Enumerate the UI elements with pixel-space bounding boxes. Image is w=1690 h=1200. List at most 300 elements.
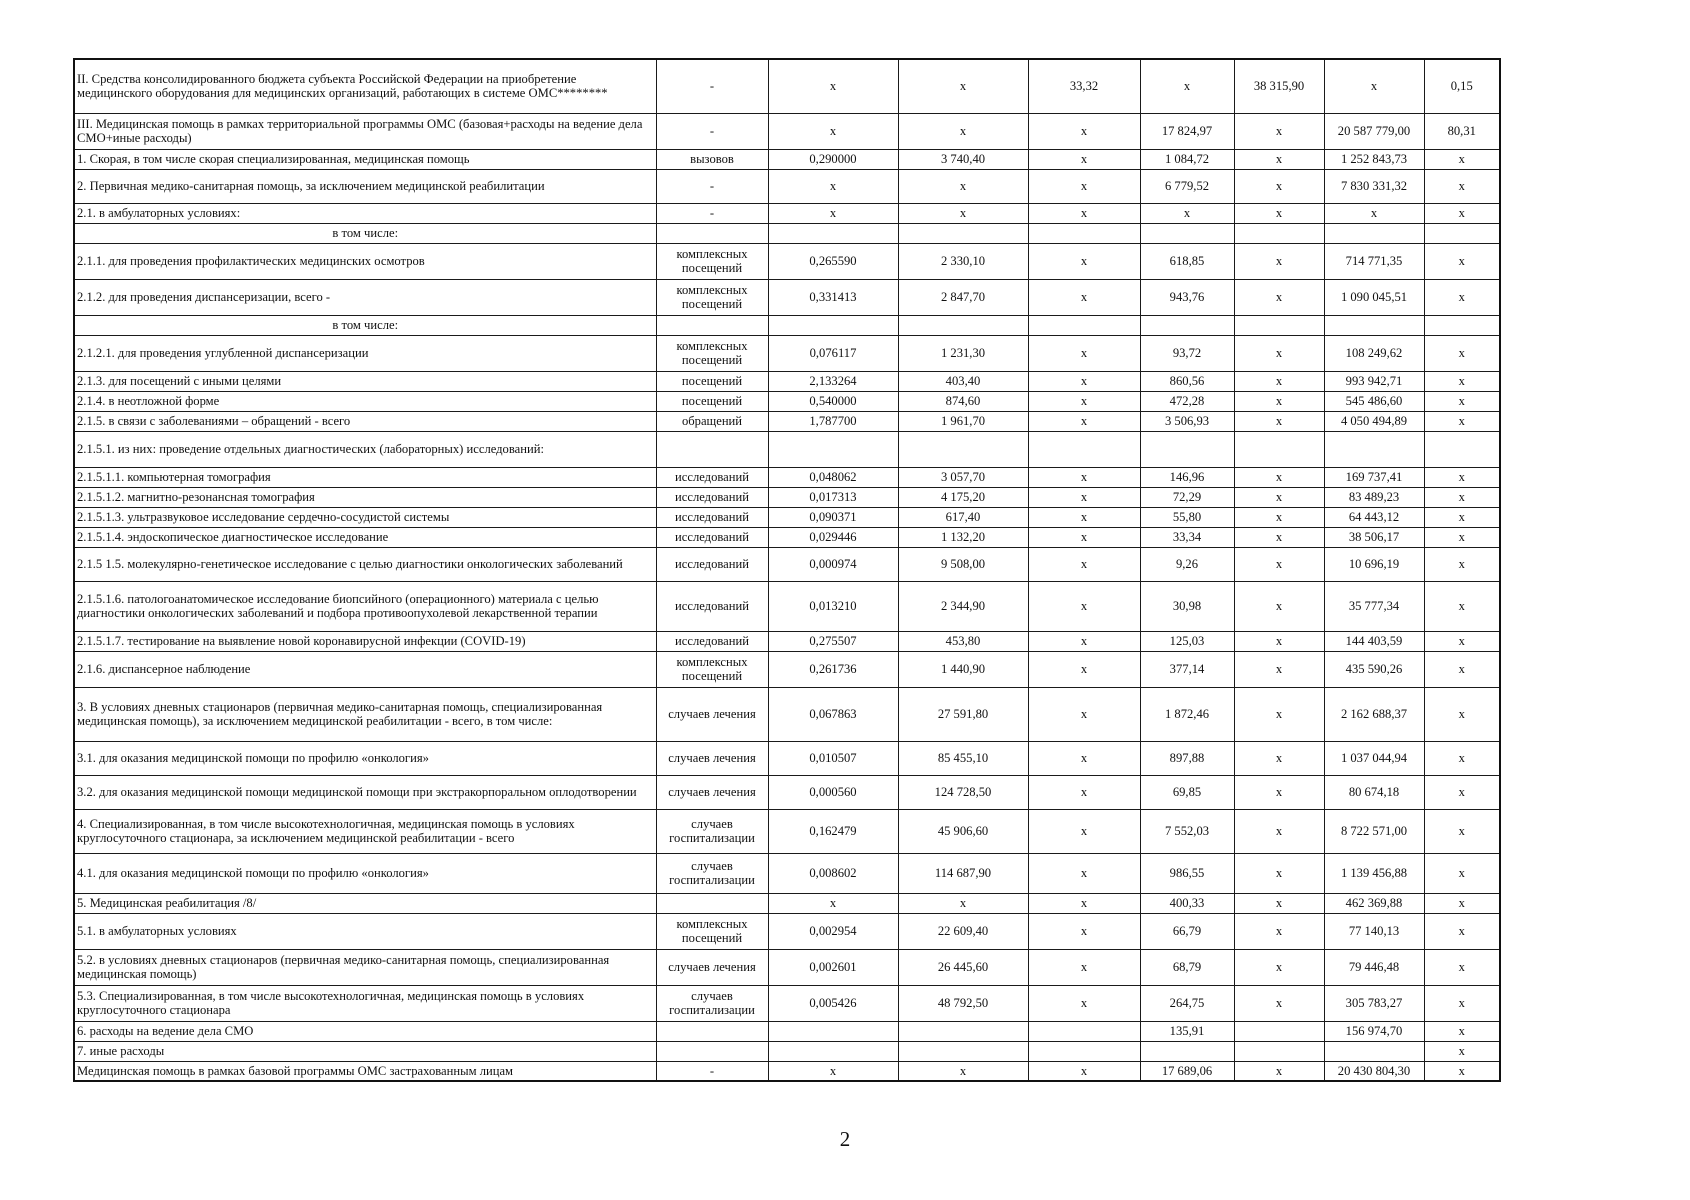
table-row [74, 149, 1500, 169]
unit-cell: случаев лечения [656, 741, 768, 775]
value-cell-c1: 0,017313 [768, 487, 898, 507]
value-cell-c4: 55,80 [1140, 507, 1234, 527]
value-cell-c2 [898, 223, 1028, 243]
value-cell-c3: x [1028, 687, 1140, 741]
value-cell-c6: 83 489,23 [1324, 487, 1424, 507]
value-cell-c2: 48 792,50 [898, 985, 1028, 1021]
value-cell-c1: x [768, 59, 898, 113]
row-label: 2.1.5.1. из них: проведение отдельных диагностических (лабораторных) исследований: [74, 431, 656, 467]
table-row [74, 335, 1500, 371]
value-cell-c3: x [1028, 335, 1140, 371]
value-cell-c1: 0,290000 [768, 149, 898, 169]
value-cell-c3: x [1028, 809, 1140, 853]
value-cell-c2: 2 344,90 [898, 581, 1028, 631]
value-cell-c1: 0,275507 [768, 631, 898, 651]
value-cell-c3: x [1028, 467, 1140, 487]
value-cell-c4: 17 824,97 [1140, 113, 1234, 149]
value-cell-c7 [1424, 315, 1500, 335]
row-label: 2.1.3. для посещений с иными целями [74, 371, 656, 391]
table-row [74, 893, 1500, 913]
value-cell-c1 [768, 431, 898, 467]
unit-cell: случаев лечения [656, 775, 768, 809]
value-cell-c6: 77 140,13 [1324, 913, 1424, 949]
value-cell-c7: x [1424, 335, 1500, 371]
row-label: в том числе: [74, 315, 656, 335]
value-cell-c6: 1 139 456,88 [1324, 853, 1424, 893]
value-cell-c6 [1324, 431, 1424, 467]
value-cell-c4: 72,29 [1140, 487, 1234, 507]
row-label: 5.2. в условиях дневных стационаров (первичная медико-санитарная помощь, специализированная медицинская помощь) [74, 949, 656, 985]
value-cell-c1: 0,008602 [768, 853, 898, 893]
value-cell-c3 [1028, 223, 1140, 243]
value-cell-c2: 453,80 [898, 631, 1028, 651]
table-row [74, 467, 1500, 487]
row-label: 5.1. в амбулаторных условиях [74, 913, 656, 949]
value-cell-c4: 1 084,72 [1140, 149, 1234, 169]
value-cell-c6: 1 090 045,51 [1324, 279, 1424, 315]
value-cell-c6: 714 771,35 [1324, 243, 1424, 279]
value-cell-c4 [1140, 315, 1234, 335]
unit-cell: случаев госпитализации [656, 809, 768, 853]
value-cell-c1: 0,265590 [768, 243, 898, 279]
table-row [74, 547, 1500, 581]
unit-cell: вызовов [656, 149, 768, 169]
value-cell-c2: 1 961,70 [898, 411, 1028, 431]
row-label: 2.1.5.1.2. магнитно-резонансная томография [74, 487, 656, 507]
value-cell-c1: 0,048062 [768, 467, 898, 487]
value-cell-c2: 3 740,40 [898, 149, 1028, 169]
value-cell-c7 [1424, 431, 1500, 467]
value-cell-c7: x [1424, 687, 1500, 741]
value-cell-c4: 6 779,52 [1140, 169, 1234, 203]
value-cell-c3 [1028, 1041, 1140, 1061]
value-cell-c1: 0,000560 [768, 775, 898, 809]
value-cell-c3 [1028, 431, 1140, 467]
value-cell-c4: 66,79 [1140, 913, 1234, 949]
value-cell-c6: 462 369,88 [1324, 893, 1424, 913]
value-cell-c7: x [1424, 487, 1500, 507]
value-cell-c3: x [1028, 243, 1140, 279]
value-cell-c2 [898, 315, 1028, 335]
value-cell-c7: x [1424, 893, 1500, 913]
value-cell-c5 [1234, 1041, 1324, 1061]
table-row [74, 1021, 1500, 1041]
table-row [74, 913, 1500, 949]
value-cell-c7 [1424, 223, 1500, 243]
value-cell-c5: x [1234, 203, 1324, 223]
value-cell-c2: 114 687,90 [898, 853, 1028, 893]
row-label: 2.1. в амбулаторных условиях: [74, 203, 656, 223]
value-cell-c4: 93,72 [1140, 335, 1234, 371]
unit-cell: исследований [656, 547, 768, 581]
value-cell-c2: 85 455,10 [898, 741, 1028, 775]
table-row [74, 631, 1500, 651]
table-row [74, 809, 1500, 853]
value-cell-c7: x [1424, 775, 1500, 809]
value-cell-c4: 618,85 [1140, 243, 1234, 279]
value-cell-c2: 26 445,60 [898, 949, 1028, 985]
value-cell-c1 [768, 223, 898, 243]
value-cell-c5: x [1234, 893, 1324, 913]
unit-cell [656, 893, 768, 913]
value-cell-c2 [898, 1041, 1028, 1061]
unit-cell: случаев госпитализации [656, 853, 768, 893]
row-label: 5. Медицинская реабилитация /8/ [74, 893, 656, 913]
value-cell-c4: 135,91 [1140, 1021, 1234, 1041]
value-cell-c1: 0,331413 [768, 279, 898, 315]
value-cell-c3: x [1028, 775, 1140, 809]
value-cell-c5: x [1234, 371, 1324, 391]
table-row [74, 243, 1500, 279]
value-cell-c3: x [1028, 913, 1140, 949]
value-cell-c2: x [898, 893, 1028, 913]
value-cell-c7: x [1424, 391, 1500, 411]
table-row [74, 371, 1500, 391]
table-row [74, 411, 1500, 431]
value-cell-c4: 377,14 [1140, 651, 1234, 687]
value-cell-c6: 545 486,60 [1324, 391, 1424, 411]
value-cell-c1: 0,090371 [768, 507, 898, 527]
value-cell-c2: 45 906,60 [898, 809, 1028, 853]
value-cell-c5: x [1234, 949, 1324, 985]
value-cell-c5: x [1234, 631, 1324, 651]
value-cell-c7: x [1424, 203, 1500, 223]
value-cell-c7: x [1424, 741, 1500, 775]
row-label: Медицинская помощь в рамках базовой программы ОМС застрахованным лицам [74, 1061, 656, 1081]
value-cell-c5: x [1234, 809, 1324, 853]
row-label: II. Средства консолидированного бюджета субъекта Российской Федерации на приобретение медицинского оборудования для медицинских организаций, работающих в системе ОМС******** [74, 59, 656, 113]
value-cell-c3: x [1028, 487, 1140, 507]
value-cell-c5 [1234, 315, 1324, 335]
value-cell-c6: 20 430 804,30 [1324, 1061, 1424, 1081]
table-row [74, 113, 1500, 149]
value-cell-c2: 3 057,70 [898, 467, 1028, 487]
value-cell-c4: x [1140, 59, 1234, 113]
table-row [74, 949, 1500, 985]
value-cell-c5: x [1234, 853, 1324, 893]
table-row [74, 223, 1500, 243]
value-cell-c4: 943,76 [1140, 279, 1234, 315]
unit-cell: исследований [656, 581, 768, 631]
value-cell-c7: x [1424, 651, 1500, 687]
value-cell-c5: x [1234, 527, 1324, 547]
value-cell-c4: 860,56 [1140, 371, 1234, 391]
value-cell-c1: 2,133264 [768, 371, 898, 391]
unit-cell: случаев лечения [656, 687, 768, 741]
value-cell-c2: 9 508,00 [898, 547, 1028, 581]
value-cell-c7: x [1424, 169, 1500, 203]
value-cell-c2: 2 847,70 [898, 279, 1028, 315]
value-cell-c1: 0,067863 [768, 687, 898, 741]
value-cell-c4: 68,79 [1140, 949, 1234, 985]
row-label: 5.3. Специализированная, в том числе высокотехнологичная, медицинская помощь в условиях круглосуточного стационара [74, 985, 656, 1021]
value-cell-c3 [1028, 1021, 1140, 1041]
value-cell-c3: x [1028, 547, 1140, 581]
value-cell-c5 [1234, 431, 1324, 467]
row-label: 2.1.5 1.5. молекулярно-генетическое исследование с целью диагностики онкологических заболеваний [74, 547, 656, 581]
value-cell-c1: 0,010507 [768, 741, 898, 775]
table-row [74, 507, 1500, 527]
unit-cell: исследований [656, 467, 768, 487]
value-cell-c3: x [1028, 949, 1140, 985]
value-cell-c6: 80 674,18 [1324, 775, 1424, 809]
table-row [74, 985, 1500, 1021]
medical-care-table [73, 58, 1501, 1082]
table-row [74, 391, 1500, 411]
row-label: 1. Скорая, в том числе скорая специализированная, медицинская помощь [74, 149, 656, 169]
value-cell-c4: 125,03 [1140, 631, 1234, 651]
unit-cell [656, 1041, 768, 1061]
value-cell-c3: x [1028, 985, 1140, 1021]
unit-cell: - [656, 203, 768, 223]
value-cell-c2: 22 609,40 [898, 913, 1028, 949]
row-label: 3. В условиях дневных стационаров (первичная медико-санитарная помощь, специализированная медицинская помощь), за исключением медицинской реабилитации - всего, в том числе: [74, 687, 656, 741]
table-row [74, 741, 1500, 775]
value-cell-c6: 156 974,70 [1324, 1021, 1424, 1041]
value-cell-c7: x [1424, 527, 1500, 547]
row-label: 2.1.6. диспансерное наблюдение [74, 651, 656, 687]
row-label: 2.1.5.1.1. компьютерная томография [74, 467, 656, 487]
unit-cell: исследований [656, 631, 768, 651]
table-row [74, 651, 1500, 687]
table-row [74, 527, 1500, 547]
value-cell-c5: x [1234, 113, 1324, 149]
value-cell-c7: x [1424, 853, 1500, 893]
value-cell-c7: x [1424, 1041, 1500, 1061]
value-cell-c4: 472,28 [1140, 391, 1234, 411]
value-cell-c1: 0,029446 [768, 527, 898, 547]
row-label: 2.1.5.1.4. эндоскопическое диагностическое исследование [74, 527, 656, 547]
value-cell-c1: 0,076117 [768, 335, 898, 371]
value-cell-c3: x [1028, 507, 1140, 527]
value-cell-c1: 0,002954 [768, 913, 898, 949]
value-cell-c3: x [1028, 527, 1140, 547]
value-cell-c6: 8 722 571,00 [1324, 809, 1424, 853]
value-cell-c2: x [898, 203, 1028, 223]
value-cell-c4: 30,98 [1140, 581, 1234, 631]
value-cell-c7: x [1424, 411, 1500, 431]
value-cell-c3: x [1028, 203, 1140, 223]
value-cell-c6: 108 249,62 [1324, 335, 1424, 371]
value-cell-c3: x [1028, 893, 1140, 913]
value-cell-c6: 64 443,12 [1324, 507, 1424, 527]
value-cell-c3: 33,32 [1028, 59, 1140, 113]
value-cell-c5: x [1234, 913, 1324, 949]
value-cell-c7: x [1424, 243, 1500, 279]
value-cell-c2: 1 440,90 [898, 651, 1028, 687]
value-cell-c4 [1140, 223, 1234, 243]
value-cell-c7: x [1424, 547, 1500, 581]
value-cell-c4 [1140, 431, 1234, 467]
value-cell-c3: x [1028, 741, 1140, 775]
row-label: 2.1.1. для проведения профилактических медицинских осмотров [74, 243, 656, 279]
value-cell-c7: x [1424, 985, 1500, 1021]
value-cell-c6: 144 403,59 [1324, 631, 1424, 651]
row-label: в том числе: [74, 223, 656, 243]
unit-cell: случаев госпитализации [656, 985, 768, 1021]
value-cell-c1: 0,005426 [768, 985, 898, 1021]
value-cell-c5: x [1234, 687, 1324, 741]
value-cell-c7: x [1424, 279, 1500, 315]
value-cell-c7: x [1424, 507, 1500, 527]
value-cell-c2: 617,40 [898, 507, 1028, 527]
value-cell-c4: 69,85 [1140, 775, 1234, 809]
table-row [74, 203, 1500, 223]
value-cell-c5: x [1234, 411, 1324, 431]
table-row [74, 487, 1500, 507]
value-cell-c3: x [1028, 631, 1140, 651]
value-cell-c7: x [1424, 149, 1500, 169]
table-row [74, 581, 1500, 631]
table-body [74, 59, 1500, 1081]
row-label: 7. иные расходы [74, 1041, 656, 1061]
value-cell-c5: x [1234, 775, 1324, 809]
unit-cell [656, 223, 768, 243]
value-cell-c2: x [898, 1061, 1028, 1081]
value-cell-c5: x [1234, 581, 1324, 631]
value-cell-c6: 35 777,34 [1324, 581, 1424, 631]
row-label: 2.1.4. в неотложной форме [74, 391, 656, 411]
value-cell-c4: 3 506,93 [1140, 411, 1234, 431]
value-cell-c6: 993 942,71 [1324, 371, 1424, 391]
unit-cell: исследований [656, 527, 768, 547]
row-label: III. Медицинская помощь в рамках территориальной программы ОМС (базовая+расходы на ведение дела СМО+иные расходы) [74, 113, 656, 149]
table-row [74, 59, 1500, 113]
value-cell-c6: 435 590,26 [1324, 651, 1424, 687]
value-cell-c6: 1 037 044,94 [1324, 741, 1424, 775]
unit-cell: посещений [656, 371, 768, 391]
value-cell-c5: x [1234, 243, 1324, 279]
value-cell-c6: 7 830 331,32 [1324, 169, 1424, 203]
value-cell-c3: x [1028, 1061, 1140, 1081]
value-cell-c3: x [1028, 113, 1140, 149]
table-row [74, 431, 1500, 467]
unit-cell: комплексных посещений [656, 279, 768, 315]
value-cell-c3: x [1028, 149, 1140, 169]
value-cell-c1: x [768, 169, 898, 203]
value-cell-c6: 79 446,48 [1324, 949, 1424, 985]
value-cell-c5: 38 315,90 [1234, 59, 1324, 113]
value-cell-c5: x [1234, 467, 1324, 487]
value-cell-c2: 124 728,50 [898, 775, 1028, 809]
table-row [74, 853, 1500, 893]
value-cell-c3: x [1028, 581, 1140, 631]
value-cell-c2: 1 132,20 [898, 527, 1028, 547]
value-cell-c1: 0,013210 [768, 581, 898, 631]
value-cell-c7: x [1424, 631, 1500, 651]
row-label: 2.1.2.1. для проведения углубленной диспансеризации [74, 335, 656, 371]
table-row [74, 687, 1500, 741]
value-cell-c6: 305 783,27 [1324, 985, 1424, 1021]
row-label: 4.1. для оказания медицинской помощи по профилю «онкология» [74, 853, 656, 893]
unit-cell: - [656, 1061, 768, 1081]
value-cell-c4: 400,33 [1140, 893, 1234, 913]
table-row [74, 1061, 1500, 1081]
value-cell-c4: 146,96 [1140, 467, 1234, 487]
value-cell-c2: 4 175,20 [898, 487, 1028, 507]
value-cell-c1: x [768, 203, 898, 223]
value-cell-c1: x [768, 113, 898, 149]
value-cell-c4: 9,26 [1140, 547, 1234, 581]
value-cell-c5: x [1234, 1061, 1324, 1081]
value-cell-c3 [1028, 315, 1140, 335]
value-cell-c2: 2 330,10 [898, 243, 1028, 279]
value-cell-c7: x [1424, 1061, 1500, 1081]
value-cell-c5 [1234, 223, 1324, 243]
value-cell-c2: x [898, 169, 1028, 203]
value-cell-c1: x [768, 1061, 898, 1081]
row-label: 4. Специализированная, в том числе высокотехнологичная, медицинская помощь в условиях круглосуточного стационара, за исключением медицинской реабилитации - всего [74, 809, 656, 853]
value-cell-c7: x [1424, 467, 1500, 487]
row-label: 2.1.2. для проведения диспансеризации, всего - [74, 279, 656, 315]
unit-cell: - [656, 113, 768, 149]
value-cell-c5: x [1234, 651, 1324, 687]
value-cell-c3: x [1028, 279, 1140, 315]
row-label: 3.1. для оказания медицинской помощи по профилю «онкология» [74, 741, 656, 775]
value-cell-c1: 1,787700 [768, 411, 898, 431]
value-cell-c7: x [1424, 581, 1500, 631]
unit-cell: комплексных посещений [656, 335, 768, 371]
value-cell-c7: x [1424, 1021, 1500, 1041]
unit-cell: посещений [656, 391, 768, 411]
value-cell-c4: 7 552,03 [1140, 809, 1234, 853]
unit-cell: комплексных посещений [656, 243, 768, 279]
value-cell-c2: 27 591,80 [898, 687, 1028, 741]
value-cell-c3: x [1028, 371, 1140, 391]
value-cell-c6 [1324, 315, 1424, 335]
table-row [74, 315, 1500, 335]
unit-cell: - [656, 59, 768, 113]
value-cell-c2: 874,60 [898, 391, 1028, 411]
value-cell-c5: x [1234, 985, 1324, 1021]
value-cell-c1: 0,162479 [768, 809, 898, 853]
table-row [74, 1041, 1500, 1061]
unit-cell [656, 431, 768, 467]
value-cell-c6: 2 162 688,37 [1324, 687, 1424, 741]
row-label: 2.1.5.1.7. тестирование на выявление новой коронавирусной инфекции (COVID-19) [74, 631, 656, 651]
value-cell-c6: 4 050 494,89 [1324, 411, 1424, 431]
row-label: 2.1.5. в связи с заболеваниями – обращений - всего [74, 411, 656, 431]
value-cell-c5: x [1234, 547, 1324, 581]
unit-cell: исследований [656, 487, 768, 507]
value-cell-c6: 1 252 843,73 [1324, 149, 1424, 169]
value-cell-c1 [768, 1021, 898, 1041]
value-cell-c3: x [1028, 391, 1140, 411]
table-row [74, 279, 1500, 315]
value-cell-c3: x [1028, 651, 1140, 687]
value-cell-c6 [1324, 223, 1424, 243]
value-cell-c6: x [1324, 59, 1424, 113]
row-label: 2.1.5.1.3. ультразвуковое исследование сердечно-сосудистой системы [74, 507, 656, 527]
value-cell-c5: x [1234, 279, 1324, 315]
value-cell-c7: 0,15 [1424, 59, 1500, 113]
unit-cell: обращений [656, 411, 768, 431]
value-cell-c4: 1 872,46 [1140, 687, 1234, 741]
row-label: 2. Первичная медико-санитарная помощь, за исключением медицинской реабилитации [74, 169, 656, 203]
value-cell-c3: x [1028, 169, 1140, 203]
value-cell-c4 [1140, 1041, 1234, 1061]
value-cell-c5: x [1234, 335, 1324, 371]
value-cell-c4: 17 689,06 [1140, 1061, 1234, 1081]
value-cell-c5: x [1234, 487, 1324, 507]
row-label: 3.2. для оказания медицинской помощи медицинской помощи при экстракорпоральном оплодотворении [74, 775, 656, 809]
value-cell-c3: x [1028, 853, 1140, 893]
value-cell-c5 [1234, 1021, 1324, 1041]
value-cell-c1: 0,000974 [768, 547, 898, 581]
value-cell-c7: x [1424, 949, 1500, 985]
value-cell-c1: 0,002601 [768, 949, 898, 985]
value-cell-c6: 20 587 779,00 [1324, 113, 1424, 149]
